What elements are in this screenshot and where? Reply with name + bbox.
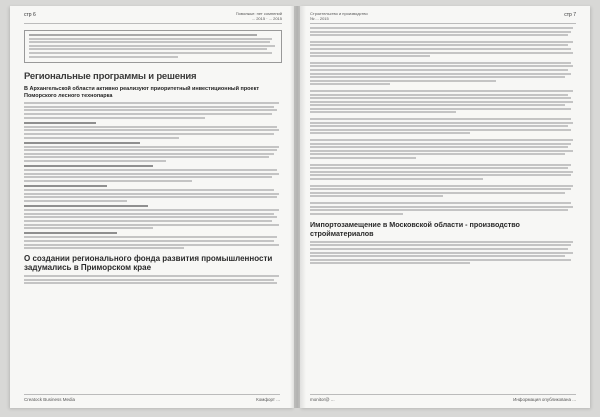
left-page-number: стр 6 — [24, 12, 36, 18]
page-gutter — [290, 6, 306, 408]
right-page-number: стр 7 — [564, 12, 576, 18]
left-header-line-2: ... 2015 · ... 2015 — [251, 15, 282, 21]
left-page-footer — [24, 394, 280, 402]
left-footer-right: Комфорт ... — [256, 397, 280, 402]
right-page-header-text — [310, 12, 368, 21]
right-footer-left: monitor@ ... — [310, 397, 335, 402]
right-header-line-2: № ... 2015 — [310, 15, 329, 21]
comment-box — [24, 30, 282, 63]
right-footer-right: Информация опубликована ... — [513, 397, 576, 402]
right-second-article-body — [310, 241, 576, 265]
right-header-line-1: Строительство и производство — [310, 11, 368, 16]
left-page-header — [24, 12, 282, 24]
second-article-body — [24, 275, 282, 284]
left-footer-left: Creatock Business Media — [24, 397, 76, 402]
right-article-title: Импортозамещение в Московской области - производство стройматериалов — [310, 219, 520, 238]
right-article-body — [310, 27, 576, 215]
left-page-header-text — [236, 12, 282, 21]
second-article-title: О создании регионального фонда развития промышленности задумались в Приморском крае — [24, 254, 273, 273]
left-page — [10, 6, 294, 408]
section-title: Региональные программы и решения — [24, 71, 197, 83]
article-body — [24, 102, 282, 249]
right-page-header — [310, 12, 576, 24]
right-page — [300, 6, 590, 408]
left-header-line-1: Поволжье: нет сомнений — [235, 11, 282, 16]
article-title: В Архангельской области активно реализуют приоритетный инвестиционный проект Поморского лесного технопарка — [24, 86, 260, 99]
right-page-footer — [310, 394, 576, 402]
